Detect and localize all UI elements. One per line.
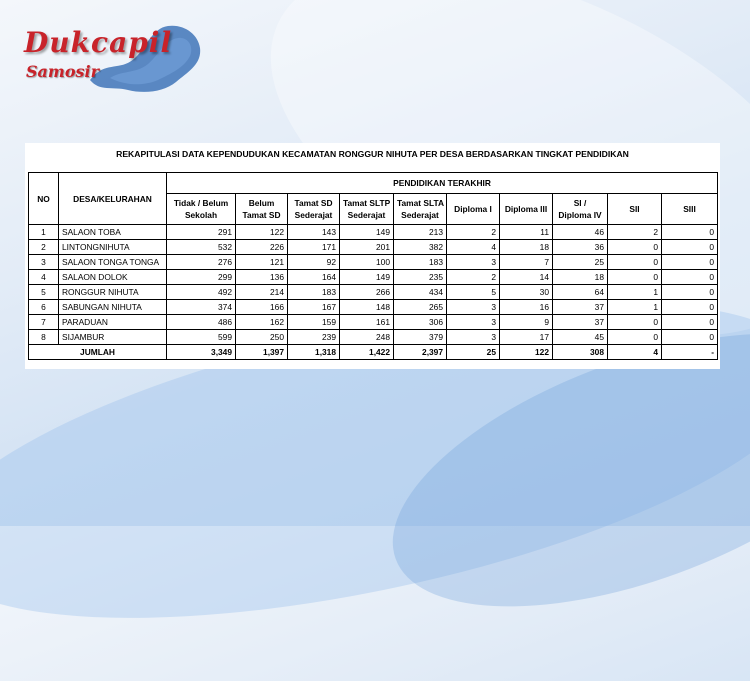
value-cell: 2 <box>608 225 662 240</box>
value-cell: 1 <box>608 300 662 315</box>
value-cell: 183 <box>288 285 340 300</box>
table-row <box>29 330 718 345</box>
value-cell: 239 <box>288 330 340 345</box>
table-row <box>29 315 718 330</box>
value-cell: 166 <box>236 300 288 315</box>
value-cell: 64 <box>553 285 608 300</box>
value-cell: 265 <box>394 300 447 315</box>
value-cell: 37 <box>553 315 608 330</box>
value-cell: 201 <box>340 240 394 255</box>
value-cell: 5 <box>447 285 500 300</box>
row-number: 7 <box>29 315 59 330</box>
desa-name: RONGGUR NIHUTA <box>59 285 167 300</box>
table-row <box>29 285 718 300</box>
value-cell: 2 <box>447 270 500 285</box>
value-cell: 149 <box>340 270 394 285</box>
value-cell: 16 <box>500 300 553 315</box>
value-cell: 0 <box>662 315 718 330</box>
total-label: JUMLAH <box>29 345 167 360</box>
value-cell: 226 <box>236 240 288 255</box>
value-cell: 3 <box>447 300 500 315</box>
col-header: SII <box>608 194 662 225</box>
row-number: 4 <box>29 270 59 285</box>
value-cell: 2 <box>447 225 500 240</box>
desa-name: SALAON TOBA <box>59 225 167 240</box>
value-cell: 164 <box>288 270 340 285</box>
col-header: Diploma III <box>500 194 553 225</box>
col-header-no: NO <box>29 173 59 225</box>
value-cell: 291 <box>167 225 236 240</box>
value-cell: 30 <box>500 285 553 300</box>
value-cell: 14 <box>500 270 553 285</box>
table-row <box>29 240 718 255</box>
total-cell: 1,318 <box>288 345 340 360</box>
value-cell: 143 <box>288 225 340 240</box>
value-cell: 37 <box>553 300 608 315</box>
desa-name: SALAON TONGA TONGA <box>59 255 167 270</box>
col-header: Tamat SLTA Sederajat <box>394 194 447 225</box>
table-total-row <box>29 345 718 360</box>
total-cell: 122 <box>500 345 553 360</box>
value-cell: 532 <box>167 240 236 255</box>
dukcapil-logo <box>20 14 220 94</box>
table-row <box>29 255 718 270</box>
value-cell: 0 <box>662 240 718 255</box>
desa-name: SABUNGAN NIHUTA <box>59 300 167 315</box>
value-cell: 0 <box>608 330 662 345</box>
value-cell: 0 <box>662 270 718 285</box>
total-cell: 1,422 <box>340 345 394 360</box>
table-row <box>29 270 718 285</box>
value-cell: 171 <box>288 240 340 255</box>
value-cell: 92 <box>288 255 340 270</box>
value-cell: 45 <box>553 330 608 345</box>
total-cell: 25 <box>447 345 500 360</box>
col-header-desa: DESA/KELURAHAN <box>59 173 167 225</box>
value-cell: 162 <box>236 315 288 330</box>
total-cell: 4 <box>608 345 662 360</box>
value-cell: 486 <box>167 315 236 330</box>
value-cell: 17 <box>500 330 553 345</box>
value-cell: 122 <box>236 225 288 240</box>
value-cell: 0 <box>608 240 662 255</box>
value-cell: 0 <box>662 300 718 315</box>
value-cell: 266 <box>340 285 394 300</box>
desa-name: SALAON DOLOK <box>59 270 167 285</box>
value-cell: 0 <box>608 315 662 330</box>
value-cell: 0 <box>662 330 718 345</box>
value-cell: 382 <box>394 240 447 255</box>
value-cell: 11 <box>500 225 553 240</box>
value-cell: 3 <box>447 255 500 270</box>
logo-subtitle: Samosir <box>26 62 100 81</box>
value-cell: 492 <box>167 285 236 300</box>
value-cell: 214 <box>236 285 288 300</box>
value-cell: 374 <box>167 300 236 315</box>
total-cell: 2,397 <box>394 345 447 360</box>
value-cell: 9 <box>500 315 553 330</box>
total-cell: 3,349 <box>167 345 236 360</box>
total-cell: 1,397 <box>236 345 288 360</box>
value-cell: 136 <box>236 270 288 285</box>
value-cell: 167 <box>288 300 340 315</box>
value-cell: 100 <box>340 255 394 270</box>
col-header: SIII <box>662 194 718 225</box>
value-cell: 248 <box>340 330 394 345</box>
value-cell: 0 <box>608 255 662 270</box>
col-header: Belum Tamat SD <box>236 194 288 225</box>
value-cell: 3 <box>447 315 500 330</box>
row-number: 5 <box>29 285 59 300</box>
row-number: 1 <box>29 225 59 240</box>
value-cell: 0 <box>608 270 662 285</box>
row-number: 2 <box>29 240 59 255</box>
value-cell: 18 <box>553 270 608 285</box>
value-cell: 0 <box>662 285 718 300</box>
value-cell: 0 <box>662 255 718 270</box>
value-cell: 161 <box>340 315 394 330</box>
value-cell: 7 <box>500 255 553 270</box>
value-cell: 18 <box>500 240 553 255</box>
report-sheet <box>25 143 720 369</box>
total-cell: - <box>662 345 718 360</box>
report-title: REKAPITULASI DATA KEPENDUDUKAN KECAMATAN RONGGUR NIHUTA PER DESA BERDASARKAN TINGKAT PENDIDIKAN <box>116 149 629 159</box>
value-cell: 299 <box>167 270 236 285</box>
table-row <box>29 225 718 240</box>
value-cell: 250 <box>236 330 288 345</box>
desa-name: LINTONGNIHUTA <box>59 240 167 255</box>
desa-name: SIJAMBUR <box>59 330 167 345</box>
table-row <box>29 300 718 315</box>
value-cell: 121 <box>236 255 288 270</box>
logo-title: Dukcapil <box>24 26 173 59</box>
value-cell: 434 <box>394 285 447 300</box>
value-cell: 276 <box>167 255 236 270</box>
total-cell: 308 <box>553 345 608 360</box>
value-cell: 235 <box>394 270 447 285</box>
value-cell: 1 <box>608 285 662 300</box>
value-cell: 183 <box>394 255 447 270</box>
row-number: 6 <box>29 300 59 315</box>
value-cell: 599 <box>167 330 236 345</box>
value-cell: 36 <box>553 240 608 255</box>
value-cell: 306 <box>394 315 447 330</box>
col-header: Tamat SD Sederajat <box>288 194 340 225</box>
col-header: SI / Diploma IV <box>553 194 608 225</box>
value-cell: 46 <box>553 225 608 240</box>
value-cell: 379 <box>394 330 447 345</box>
value-cell: 0 <box>662 225 718 240</box>
value-cell: 148 <box>340 300 394 315</box>
row-number: 8 <box>29 330 59 345</box>
desa-name: PARADUAN <box>59 315 167 330</box>
value-cell: 213 <box>394 225 447 240</box>
col-header: Diploma I <box>447 194 500 225</box>
table-header-row <box>29 173 718 194</box>
value-cell: 4 <box>447 240 500 255</box>
education-table <box>28 172 718 360</box>
col-header: Tamat SLTP Sederajat <box>340 194 394 225</box>
value-cell: 159 <box>288 315 340 330</box>
row-number: 3 <box>29 255 59 270</box>
col-header: Tidak / Belum Sekolah <box>167 194 236 225</box>
value-cell: 25 <box>553 255 608 270</box>
col-header-group: PENDIDIKAN TERAKHIR <box>167 173 718 194</box>
value-cell: 3 <box>447 330 500 345</box>
value-cell: 149 <box>340 225 394 240</box>
